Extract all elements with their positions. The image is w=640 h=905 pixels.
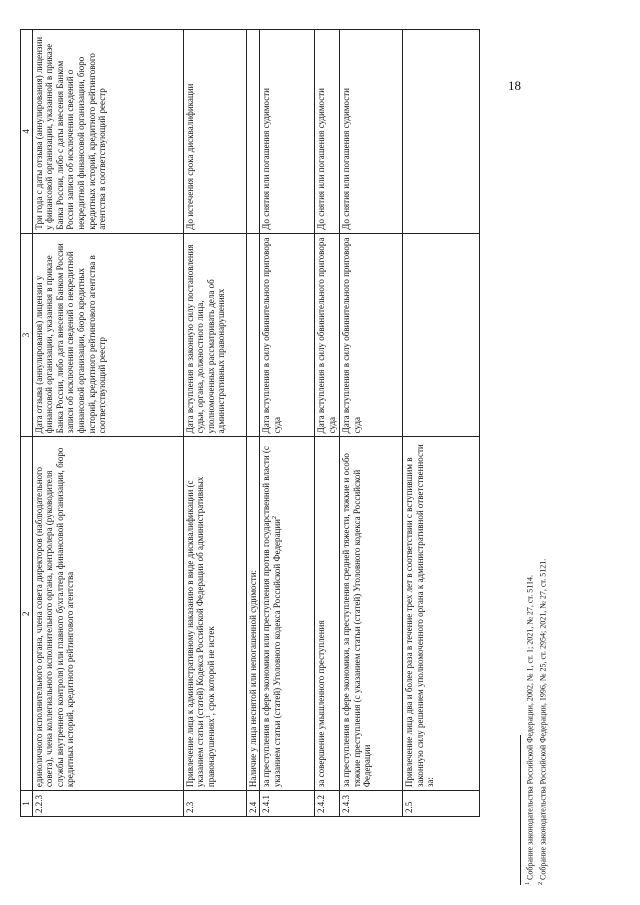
footnote-ref: 1 [205,715,212,719]
row-number: 2.4 [246,791,260,817]
row-description-tail: , срок которой не истек [205,626,216,716]
row-number: 2.4.3 [340,791,403,817]
footnote [523,265,536,885]
row-start-date: Дата вступления в силу обвинительного приговора суда [315,233,340,437]
row-description-text: за преступления в сфере экономики или преступления против государственной власти (с указанием статьи (статей) Уголовного кодекса Российской Федерации [261,446,282,788]
row-start-date: Дата отзыва (аннулирования) лицензии у финансовой организации, указанная в приказе Банка России, либо дата внесения Банком России записи об исключении сведений о некредитной финансовой организации, бюро кредитных историй, кредитного рейтингового агентства в соответствующий реестр [32,233,183,437]
row-number: 2.3 [183,791,246,817]
row-period: До снятия или погашения судимости [260,30,315,234]
column-header: 3 [21,233,33,437]
row-start-date: Дата вступления в силу обвинительного приговора суда [260,233,315,437]
table-row [246,30,260,817]
table-row [32,30,183,817]
row-period [403,30,480,234]
row-description: за совершение умышленного преступления [315,437,340,791]
row-description: за преступления в сфере экономики, за преступления средней тяжести, тяжкие и особо тяжкие преступления (с указанием статьи (статей) Уголовного кодекса Российской Федерации [340,437,403,791]
footnote-text: Собрание законодательства Российской Федерации, 1996, № 25, ст. 2954; 2021, № 27, ст. 5121. [538,558,548,880]
page-number: 18 [508,78,521,93]
row-description [260,437,315,791]
row-number: 2.2.3 [32,791,183,817]
column-header: 4 [21,30,33,234]
row-period: До снятия или погашения судимости [340,30,403,234]
row-start-date: Дата вступления в силу обвинительного приговора суда [340,233,403,437]
column-header: 1 [21,791,33,817]
row-period: Три года с даты отзыва (аннулирования) лицензии у финансовой организации, указанной в приказе Банка России, либо с даты внесения Банком России записи об исключении сведений о некредитной финансовой организации, бюро кредитных историй, кредитного рейтингового агентства в соответствующий реестр [32,30,183,234]
row-description: единоличного исполнительного органа, члена совета директоров (наблюдательного совета), члена коллегиального исполнительного органа, контролера (руководителя службы внутреннего контроля) или главного бухгалтера финансовой организации, бюро кредитных историй, кредитного рейтингового агентства [32,437,183,791]
footnote [536,265,549,885]
footnote-mark: 1 [525,882,531,885]
footnote-ref: 2 [271,516,278,520]
row-start-date: Дата вступления в законную силу постановления судьи, органа, должностного лица, уполномоченных рассматривать дела об административных правонарушениях [183,233,246,437]
row-start-date [246,233,260,437]
row-period [246,30,260,234]
row-number: 2.5 [403,791,480,817]
row-period: До истечения срока дисквалификации [183,30,246,234]
column-header: 2 [21,437,33,791]
row-period: До снятия или погашения судимости [315,30,340,234]
footnotes [520,265,548,885]
table-row [403,30,480,817]
footnote-text: Собрание законодательства Российской Федерации, 2002, № 1, ст. 1; 2021, № 27, ст. 5114. [525,575,535,880]
document-page [20,25,548,885]
row-description: Привлечение лица два и более раза в течение трех лет в соответствии с вступившим в законную силу решением уполномоченного органа к административной ответственности за: [403,437,480,791]
table-row [183,30,246,817]
table-row [315,30,340,817]
row-number: 2.4.2 [315,791,340,817]
row-description-text: Привлечение лица к административному наказанию в виде дисквалификации (с указанием статьи (статей) Кодекса Российской Федерации об административных правонарушениях [184,476,216,788]
table-row [340,30,403,817]
table-header-row [21,30,33,817]
footnote-mark: 2 [537,882,544,885]
table-row [260,30,315,817]
footnote-divider [520,735,521,885]
criteria-table [20,29,480,817]
row-description: Наличие у лица неснятой или непогашенной судимости: [246,437,260,791]
row-number: 2.4.1 [260,791,315,817]
row-description [183,437,246,791]
row-start-date [403,233,480,437]
